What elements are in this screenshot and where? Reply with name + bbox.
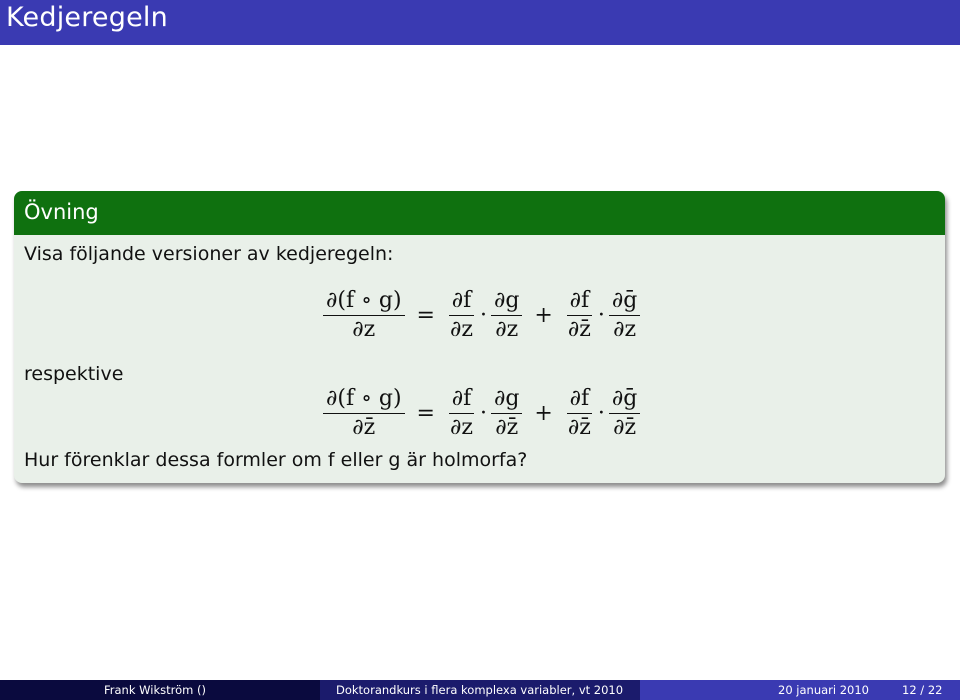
- footer-date-segment: [640, 680, 960, 700]
- chain-rule-equation-dz: $\frac{\partial(f \circ g)}{\partial z}$ = $\frac{\partial f}{\partial z}$ · $\frac{\partial g}{\partial z}$ + $\frac{\partial f}{\partial z̄}$ · $\frac{\text{∂ḡ}}{\partial z}$: [319, 289, 644, 342]
- term-fraction: $\frac{\partial g}{\partial z}$: [491, 289, 522, 342]
- lhs-fraction: $\frac{\partial(f \circ g)}{\partial z̄}$: [323, 387, 405, 440]
- footer-author-segment: [0, 680, 320, 700]
- exercise-block: [14, 191, 945, 483]
- slide-title: Kedjeregeln: [6, 2, 168, 33]
- slide-title-bar: [0, 0, 960, 45]
- term-fraction: $\frac{\partial g}{\partial z̄}$: [491, 387, 522, 440]
- footer-page-number: 12 / 22: [902, 683, 943, 697]
- chain-rule-equation-dzbar: $\frac{\partial(f \circ g)}{\partial z̄}$ = $\frac{\partial f}{\partial z}$ · $\frac{\partial g}{\partial z̄}$ + $\frac{\partial f}{\partial z̄}$ · $\frac{\text{∂ḡ}}{\partial z̄}$: [319, 387, 644, 440]
- term-fraction: $\frac{\text{∂ḡ}}{\partial z}$: [609, 289, 640, 342]
- footer-date: 20 januari 2010: [778, 683, 870, 697]
- term-fraction: $\frac{\partial f}{\partial z̄}$: [567, 288, 591, 342]
- term-fraction: $\frac{\text{∂ḡ}}{\partial z̄}$: [609, 387, 640, 440]
- term-fraction: $\frac{\partial f}{\partial z}$: [449, 386, 473, 440]
- footer-course: Doktorandkurs i flera komplexa variabler, vt 2010: [336, 683, 624, 697]
- exercise-question: Hur förenklar dessa formler om f eller g är holmorfa?: [24, 449, 528, 471]
- footer-course-segment: [320, 680, 640, 700]
- footer-author: Frank Wikström (): [104, 683, 206, 697]
- slide-footer: [0, 680, 960, 700]
- term-fraction: $\frac{\partial f}{\partial z̄}$: [567, 386, 591, 440]
- exercise-intro: Visa följande versioner av kedjeregeln:: [24, 243, 394, 265]
- lhs-fraction: $\frac{\partial(f \circ g)}{\partial z}$: [323, 289, 405, 342]
- exercise-block-header: [14, 191, 945, 235]
- term-fraction: $\frac{\partial f}{\partial z}$: [449, 288, 473, 342]
- exercise-block-title: Övning: [24, 200, 99, 224]
- respektive-label: respektive: [24, 363, 124, 385]
